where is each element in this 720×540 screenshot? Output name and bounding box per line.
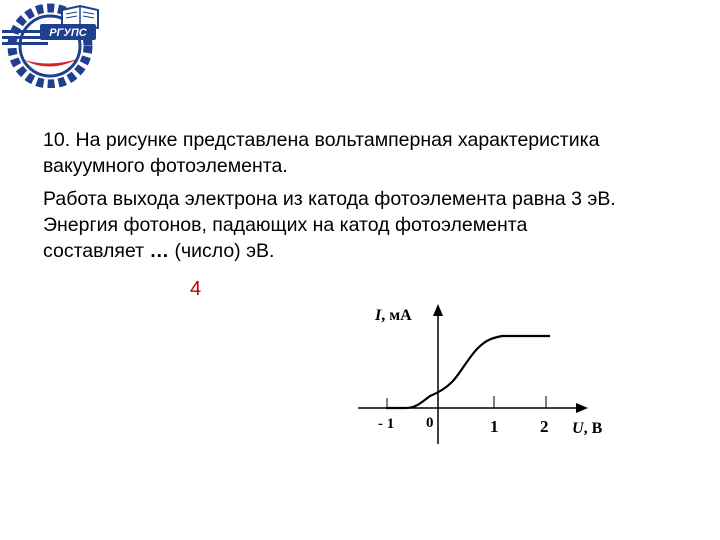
x-axis-arrow xyxy=(576,403,588,413)
characteristic-curve xyxy=(386,336,550,408)
x-axis-variable: U xyxy=(572,420,584,437)
svg-text:U, В xyxy=(572,420,603,437)
question-paragraph-2 xyxy=(43,186,693,264)
logo-text: РГУПС xyxy=(49,27,87,39)
question-line-3-pre: составляет xyxy=(43,240,150,262)
question-paragraph-1: 10. На рисунке представлена вольтамперная характеристика вакуумного фотоэлемента. xyxy=(43,129,600,177)
y-axis-unit: , мА xyxy=(381,307,412,324)
y-axis-arrow xyxy=(433,304,443,316)
question-line-1: Работа выхода электрона из катода фотоэлемента равна 3 эВ. xyxy=(43,188,616,210)
tick-label-one: 1 xyxy=(490,417,499,436)
y-axis-variable: I xyxy=(375,307,382,324)
svg-text:I, мА xyxy=(374,307,412,324)
tick-label-minus-one: - 1 xyxy=(378,416,395,432)
x-axis-unit: , В xyxy=(583,420,603,437)
answer-blank: … xyxy=(149,240,170,262)
tick-label-zero: 0 xyxy=(426,415,434,431)
current-voltage-graph xyxy=(350,296,630,446)
university-logo xyxy=(0,0,105,88)
question-line-2: Энергия фотонов, падающих на катод фотоэлемента xyxy=(43,214,528,236)
tick-label-two: 2 xyxy=(540,417,549,436)
question-line-3-post: (число) эВ. xyxy=(169,240,275,262)
question-text xyxy=(43,127,693,271)
answer-value: 4 xyxy=(190,278,202,300)
